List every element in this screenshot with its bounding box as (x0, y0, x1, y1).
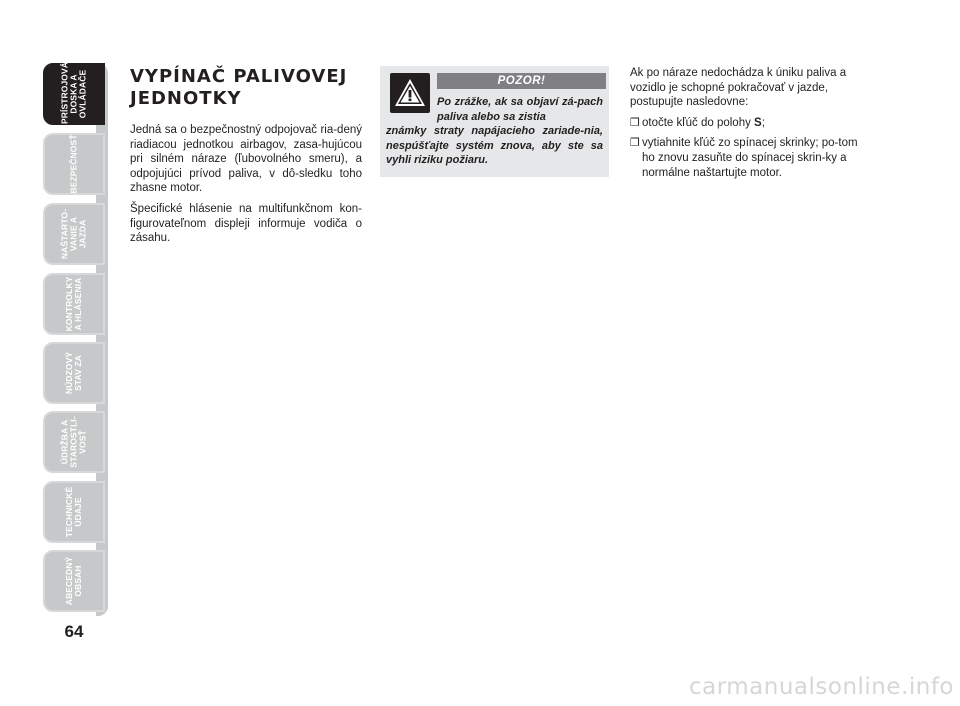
checkbox-bullet-icon: ❒ (630, 116, 640, 129)
tab-nudzovy-stav[interactable] (43, 342, 105, 404)
tab-pristrojova-doska[interactable] (43, 63, 105, 125)
watermark: carmanualsonline.info (688, 674, 954, 700)
list-item-text: vytiahnite kľúč zo spínacej skrinky; po-tom ho znovu zasuňte do spínacej skrin-ky a normálne naštartujte motor. (642, 137, 858, 179)
tab-nastartovanie[interactable] (43, 203, 105, 265)
tab-label: ÚDRŽBA A STAROSTLI- VOSŤ (59, 416, 88, 468)
tab-label: ABECEDNÝ OBSAH (64, 556, 83, 606)
tab-label: KONTROLKY A HLÁSENIA (64, 276, 83, 332)
page-number: 64 (64, 622, 84, 641)
tab-label: TECHNICKÉ ÚDAJE (64, 486, 83, 538)
warning-text: Po zrážke, ak sa objaví zá-pach paliva alebo sa zistia (437, 96, 603, 123)
tab-technicke-udaje[interactable] (43, 481, 105, 543)
tab-label: NAŠTARTO- VANIE A JAZDA (59, 208, 88, 260)
warning-triangle-icon (390, 73, 430, 113)
section-paragraph: Špecifické hlásenie na multifunkčnom kon-figurovateľnom displeji informuje vodiča o zásahu. (130, 202, 362, 245)
warning-header: POZOR! (437, 73, 606, 89)
warning-text: známky straty napájacieho zariade-nia, nespúšťajte systém znova, aby ste sa vyhli riziku požiaru. (386, 125, 603, 167)
instructions-column (630, 66, 862, 186)
tab-label: BEZPEČNOSŤ (68, 134, 79, 194)
tab-bezpecnost[interactable] (43, 133, 105, 195)
warning-box (380, 66, 609, 177)
checkbox-bullet-icon: ❒ (630, 137, 640, 150)
instructions-intro: Ak po náraze nedochádza k úniku paliva a vozidlo je schopné pokračovať v jazde, postupujte nasledovne: (630, 67, 847, 109)
tab-kontrolky[interactable] (43, 273, 105, 335)
tab-udrzba[interactable] (43, 411, 105, 473)
section-paragraph: Jedná sa o bezpečnostný odpojovač ria-dený riadiacou jednotkou airbagov, zasa-hujúcou pri silném náraze (ľubovolného smeru), a odpojujúci prívod paliva, v dô-sledku toho zhasne motor. (130, 124, 362, 195)
tab-label: NÚDZOVÝ STAV ZA (64, 351, 83, 395)
tab-label: PRÍSTROJOVÁ DOSKA A OVLÁDAČE (59, 61, 88, 124)
key-position-label: S (754, 116, 762, 129)
list-item (630, 116, 862, 131)
list-item-text-part: otočte kľúč do polohy (642, 116, 755, 129)
tab-abecedny-obsah[interactable] (43, 550, 105, 612)
list-item (630, 136, 862, 180)
list-item-text-part: ; (761, 116, 765, 129)
section-column (130, 66, 362, 252)
list-item-text (642, 116, 862, 131)
section-title: VYPÍNAČ PALIVOVEJ JEDNOTKY (130, 66, 348, 109)
